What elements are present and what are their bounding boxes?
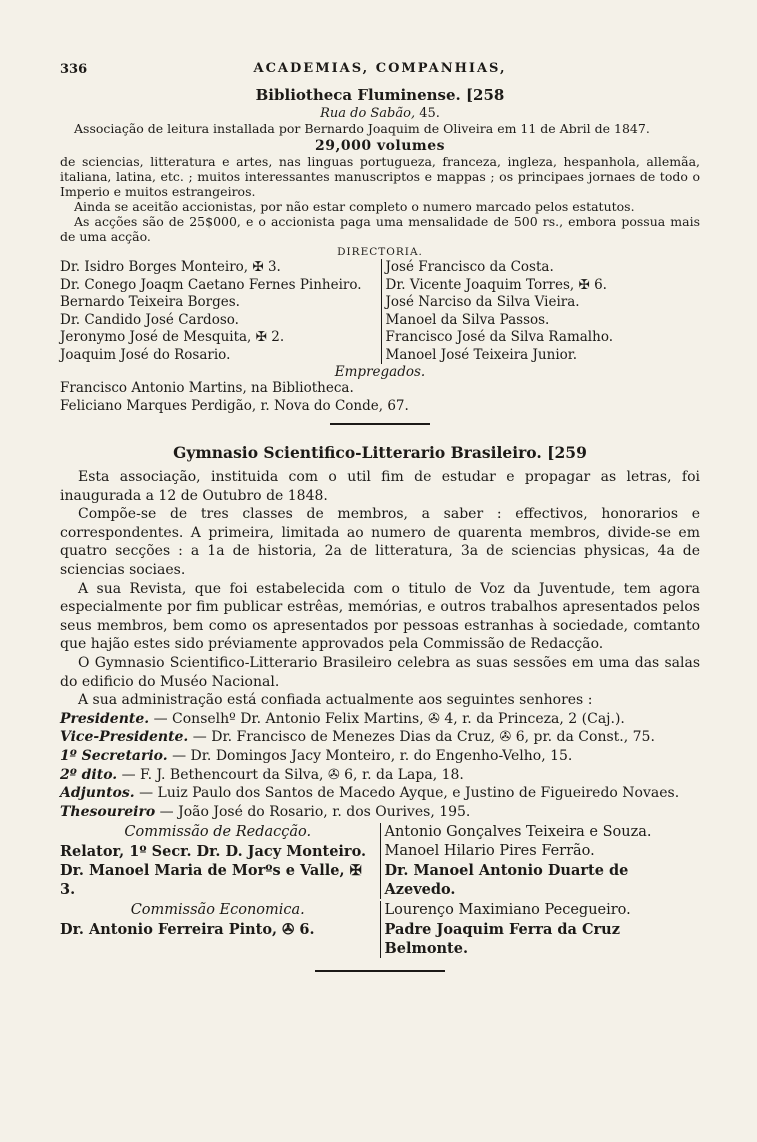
directory-member: Joaquim José do Rosario.	[60, 346, 231, 363]
directory-member: José Narciso da Silva Vieira.	[385, 294, 580, 310]
page	[60, 58, 700, 972]
officer-line	[60, 803, 700, 822]
volumes-count: 29,000 volumes	[314, 138, 446, 154]
directory-member: Manoel José Teixeira Junior.	[385, 346, 578, 363]
commission-redaccao-heading: Commissão de Redacção.	[124, 824, 312, 841]
section-divider	[330, 423, 430, 425]
commission-member: Relator, 1º Secr. Dr. D. Jacy Monteiro.	[60, 843, 367, 861]
officer-role: Vice-Presidente.	[60, 729, 189, 746]
directory-right-column	[381, 259, 701, 364]
officer-line	[60, 784, 700, 803]
employees-heading: Empregados.	[334, 364, 426, 380]
commission-member: Antonio Gonçalves Teixeira e Souza.	[384, 824, 652, 841]
page-header	[60, 58, 700, 82]
commission-redaccao-left	[60, 823, 380, 899]
directory-table	[60, 259, 700, 364]
section-divider	[315, 970, 445, 972]
directory-heading: DIRECTORIA.	[337, 246, 423, 258]
gymnasio-paragraph: A sua administração está confiada actualmente aos seguintes senhores :	[78, 692, 593, 709]
bibliotheca-shares: As acções são de 25$000, e o accionista paga uma mensalidade de 500 rs., embora possua mais de uma acção.	[60, 214, 700, 244]
commission-member: Padre Joaquim Ferra da Cruz Belmonte.	[384, 921, 620, 958]
bibliotheca-intro: Associação de leitura installada por Bernardo Joaquim de Oliveira em 11 de Abril de 1847.	[74, 121, 650, 136]
bibliotheca-collection: de sciencias, litteratura e artes, nas linguas portugueza, franceza, ingleza, hespanhola, allemãa, italiana, latina, etc. ; muitos interessantes manuscriptos e mappas ; os principaes jornaes de todo o Imperio e muitos estrangeiros.	[60, 154, 700, 199]
commission-economica-table	[60, 901, 700, 958]
bibliotheca-address	[60, 106, 700, 121]
officer-line	[60, 747, 700, 766]
section-title-gymnasio: Gymnasio Scientifico-Litterario Brasileiro. [259	[173, 443, 587, 462]
officer-text: — Conselhº Dr. Antonio Felix Martins, ✇ 4, r. da Princeza, 2 (Caj.).	[153, 710, 625, 727]
gymnasio-paragraph: A sua Revista, que foi estabelecida com o titulo de Voz da Juventude, tem agora especialmente por fim publicar estrêas, memórias, e outros trabalhos apresentados pelos seus membros, bem como os apresentados por pessoas estranhas à sociedade, comtanto que hajão estes sido préviamente approvados pela Commissão de Redacção.	[60, 580, 700, 653]
running-title: ACADEMIAS, COMPANHIAS,	[253, 61, 507, 76]
officer-role: Thesoureiro	[60, 803, 156, 820]
directory-left-column	[60, 259, 381, 364]
officer-role: 2º dito.	[60, 766, 118, 783]
directory-member: Dr. Conego Joaqm Caetano Fernes Pinheiro.	[60, 276, 362, 293]
commission-member: Dr. Manoel Maria de Morºs e Valle, ✠ 3.	[60, 862, 362, 899]
employee-line: Feliciano Marques Perdigão, r. Nova do Conde, 67.	[60, 397, 409, 414]
commission-economica-heading: Commissão Economica.	[130, 902, 305, 919]
address-street: Rua do Sabão,	[320, 106, 416, 121]
directory-member: Francisco José da Silva Ramalho.	[385, 329, 613, 345]
gymnasio-paragraph: O Gymnasio Scientifico-Litterario Brasileiro celebra as suas sessões em uma das salas do edificio do Muséo Nacional.	[60, 654, 700, 690]
employee-line: Francisco Antonio Martins, na Bibliotheca.	[60, 380, 354, 396]
address-number: 45.	[419, 106, 440, 121]
officer-text: — Dr. Francisco de Menezes Dias da Cruz, ✇ 6, pr. da Const., 75.	[192, 729, 655, 746]
section-title-bibliotheca: Bibliotheca Fluminense. [258	[255, 86, 505, 104]
page-number: 336	[60, 62, 88, 77]
officer-role: 1º Secretario.	[60, 747, 168, 764]
commission-member: Lourenço Maximiano Pecegueiro.	[384, 902, 631, 919]
commission-economica-left	[60, 901, 380, 958]
officer-text: — Dr. Domingos Jacy Monteiro, r. do Engenho-Velho, 15.	[172, 747, 573, 764]
directory-member: Bernardo Teixeira Borges.	[60, 294, 240, 310]
officer-text: — João José do Rosario, r. dos Ourives, 195.	[159, 803, 471, 820]
commission-redaccao-right	[380, 823, 701, 899]
gymnasio-paragraph: Esta associação, instituida com o util fim de estudar e propagar as letras, foi inaugurada a 12 de Outubro de 1848.	[60, 469, 700, 504]
directory-member: Manoel da Silva Passos.	[385, 311, 550, 328]
commission-member: Dr. Antonio Ferreira Pinto, ✇ 6.	[60, 921, 315, 939]
officer-role: Presidente.	[60, 710, 150, 727]
officer-role: Adjuntos.	[60, 785, 135, 802]
officer-text: — Luiz Paulo dos Santos de Macedo Ayque, e Justino de Figueiredo Novaes.	[139, 785, 680, 802]
officer-line	[60, 710, 700, 729]
directory-member: José Francisco da Costa.	[385, 259, 554, 275]
commission-redaccao-table	[60, 823, 700, 899]
directory-member: Dr. Vicente Joaquim Torres, ✠ 6.	[385, 276, 607, 293]
commission-member: Manoel Hilario Pires Ferrão.	[384, 843, 595, 860]
bibliotheca-shareholders: Ainda se aceitão accionistas, por não estar completo o numero marcado pelos estatutos.	[74, 199, 635, 214]
directory-member: Jeronymo José de Mesquita, ✠ 2.	[60, 329, 285, 345]
directory-member: Dr. Candido José Cardoso.	[60, 311, 239, 328]
commission-member: Dr. Manoel Antonio Duarte de Azevedo.	[384, 862, 629, 899]
officer-line	[60, 728, 700, 747]
officer-text: — F. J. Bethencourt da Silva, ✇ 6, r. da Lapa, 18.	[121, 766, 464, 783]
commission-economica-right	[380, 901, 701, 958]
gymnasio-paragraph: Compõe-se de tres classes de membros, a saber : effectivos, honorarios e correspondentes. A primeira, limitada ao numero de quarenta membros, divide-se em quatro secções : a 1a de historia, 2a de litteratura, 3a de sciencias physicas, 4a de sciencias sociaes.	[60, 506, 700, 578]
officer-line	[60, 766, 700, 785]
directory-member: Dr. Isidro Borges Monteiro, ✠ 3.	[60, 259, 281, 275]
